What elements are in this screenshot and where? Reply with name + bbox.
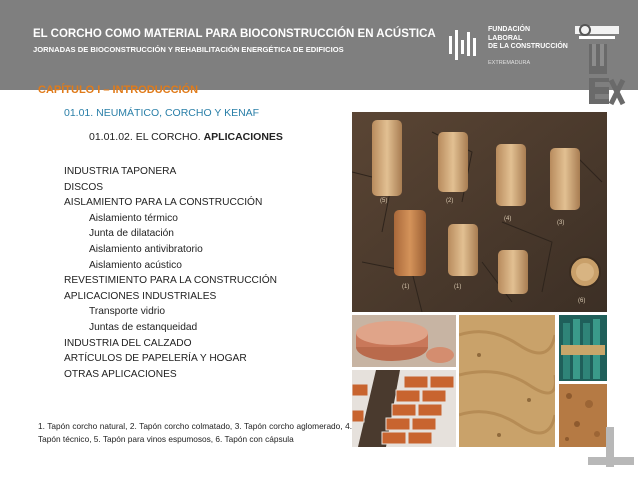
list-subitem: Aislamiento acústico [89, 259, 182, 271]
wall-insulation-photo [352, 370, 456, 447]
list-item: REVESTIMIENTO PARA LA CONSTRUCCIÓN [64, 275, 278, 287]
cork-panel-photo [459, 315, 555, 447]
uex-logo [567, 20, 627, 108]
list-subitem: Transporte vidrio [89, 306, 166, 318]
cork-disc-photo [352, 315, 456, 367]
cork-stopper [496, 144, 526, 206]
list-item: DISCOS [64, 181, 104, 193]
list-subitem: Junta de dilatación [89, 228, 174, 240]
fundacion-laboral-logo [446, 26, 566, 66]
list-item: OTRAS APLICACIONES [64, 368, 177, 380]
list-subitem: Aislamiento térmico [89, 212, 178, 224]
list-item: AISLAMIENTO PARA LA CONSTRUCCIÓN [64, 197, 263, 209]
applications-list [64, 164, 277, 382]
list-item: ARTÍCULOS DE PAPELERÍA Y HOGAR [64, 353, 247, 365]
fundacion-bars-icon [446, 26, 486, 66]
presentation-title: EL CORCHO COMO MATERIAL PARA BIOCONSTRUCCIÓN EN ACÚSTICA [33, 28, 436, 40]
cork-stopper [438, 132, 468, 192]
list-subitem: Aislamiento antivibratorio [89, 243, 203, 255]
photo-label: (6) [578, 298, 586, 304]
photo-label: (1) [454, 284, 462, 290]
header-bar [0, 0, 638, 90]
list-item: INDUSTRIA TAPONERA [64, 166, 177, 177]
subsection-emphasis: APLICACIONES [203, 131, 283, 143]
presentation-subtitle: JORNADAS DE BIOCONSTRUCCIÓN Y REHABILITACIÓN ENERGÉTICA DE EDIFICIOS [33, 45, 344, 54]
photo-label: (4) [504, 216, 512, 222]
fundacion-region: EXTREMADURA [488, 60, 531, 66]
bottles-photo [559, 315, 607, 381]
cork-stoppers-photo [352, 112, 607, 312]
subsection-heading: 01.01.02. EL CORCHO. APLICACIONES [89, 131, 283, 143]
cork-stopper [448, 224, 478, 276]
list-item: INDUSTRIA DEL CALZADO [64, 337, 192, 349]
photo-label: (5) [380, 198, 388, 204]
cork-stopper [550, 148, 580, 210]
plus-decoration-horizontal [588, 457, 634, 465]
cork-tile-photo [559, 384, 607, 447]
list-item: APLICACIONES INDUSTRIALES [64, 290, 217, 302]
photo-label: (2) [446, 198, 454, 204]
chapter-heading: CAPÍTULO I – INTRODUCCIÓN [38, 84, 199, 96]
figure-caption: 1. Tapón corcho natural, 2. Tapón corcho colmatado, 3. Tapón corcho aglomerado, 4. Tapón técnico, 5. Tapón para vinos espumosos, 6. Tapón con cápsula [38, 421, 352, 444]
cork-stopper [498, 250, 528, 294]
fundacion-name: FUNDACIÓN LABORAL DE LA CONSTRUCCIÓN [488, 26, 568, 50]
photo-label: (3) [557, 220, 565, 226]
photo-label: (1) [402, 284, 410, 290]
cork-stopper [372, 120, 402, 196]
section-heading: 01.01. NEUMÁTICO, CORCHO Y KENAF [64, 107, 260, 119]
cork-stopper [394, 210, 426, 276]
list-subitem: Juntas de estanqueidad [89, 321, 198, 333]
